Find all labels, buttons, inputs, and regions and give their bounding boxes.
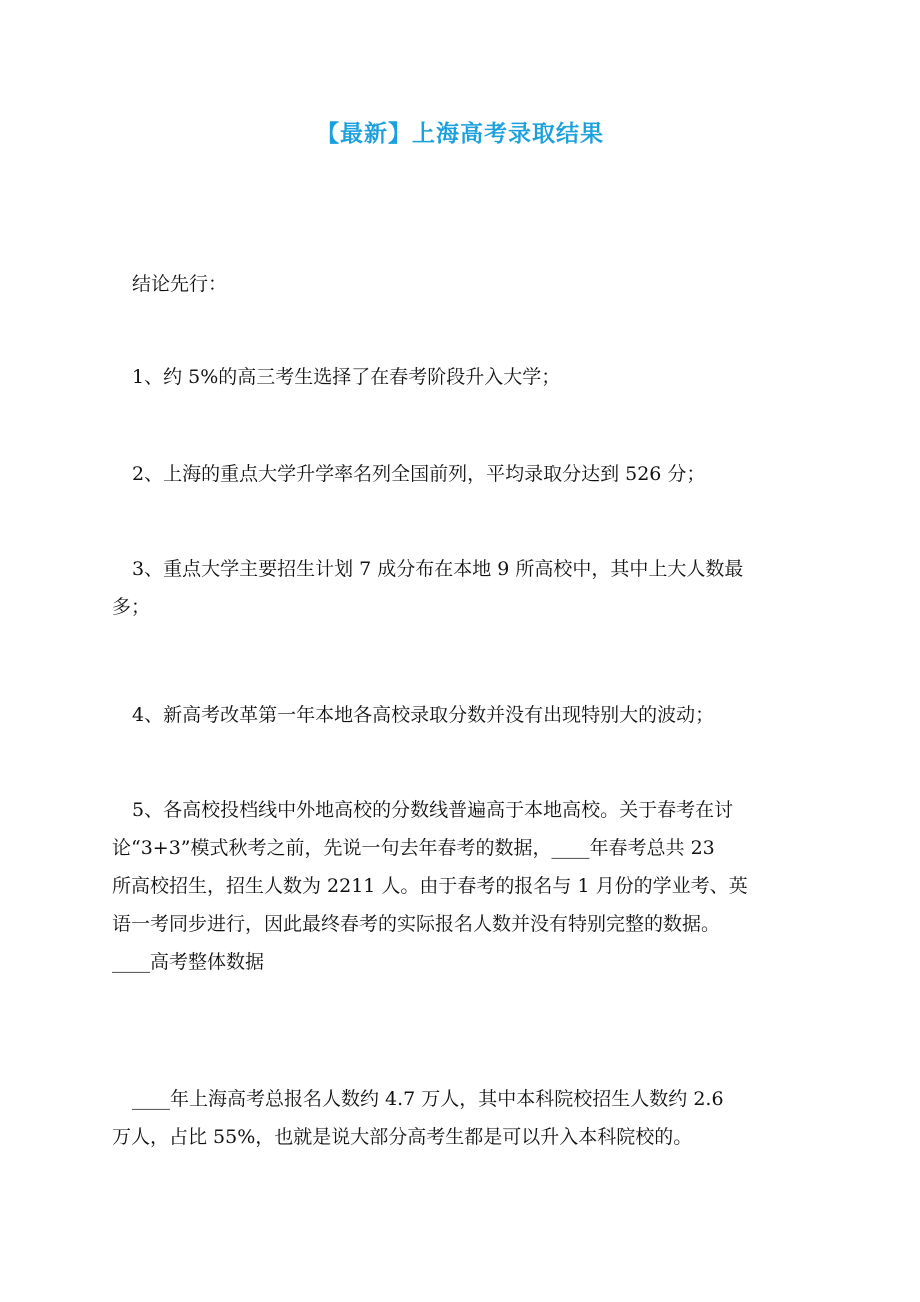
paragraph-2 [112, 455, 812, 493]
paragraph-line: 4、新高考改革第一年本地各高校录取分数并没有出现特别大的波动； [132, 704, 715, 726]
paragraph-3 [112, 550, 812, 626]
paragraph-6 [112, 1080, 812, 1156]
paragraph-line: 1、约 5%的高三考生选择了在春考阶段升入大学； [132, 366, 561, 388]
paragraph-line: 语一考同步进行，因此最终春考的实际报名人数并没有特别完整的数据。 [112, 913, 721, 935]
paragraph-line: 论“3+3”模式秋考之前，先说一句去年春考的数据，____年春考总共 23 [112, 837, 715, 859]
paragraph-line: 万人，占比 55%，也就是说大部分高考生都是可以升入本科院校的。 [112, 1126, 693, 1148]
paragraph-intro [112, 265, 812, 303]
paragraph-line: ____高考整体数据 [112, 951, 265, 973]
paragraph-5 [112, 791, 812, 981]
document-title: 【最新】上海高考录取结果 [316, 120, 604, 147]
paragraph-line: 3、重点大学主要招生计划 7 成分布在本地 9 所高校中，其中上大人数最 [132, 558, 744, 580]
paragraph-line: 结论先行： [132, 273, 228, 295]
paragraph-line: 5、各高校投档线中外地高校的分数线普遍高于本地高校。关于春考在讨 [132, 799, 734, 821]
paragraph-1 [112, 358, 812, 396]
paragraph-line: 所高校招生，招生人数为 2211 人。由于春考的报名与 1 月份的学业考、英 [112, 875, 748, 897]
paragraph-line: 2、上海的重点大学升学率名列全国前列，平均录取分达到 526 分； [132, 463, 706, 485]
paragraph-line: 多； [112, 596, 151, 618]
paragraph-4 [112, 696, 812, 734]
paragraph-line: ____年上海高考总报名人数约 4.7 万人，其中本科院校招生人数约 2.6 [132, 1088, 724, 1110]
